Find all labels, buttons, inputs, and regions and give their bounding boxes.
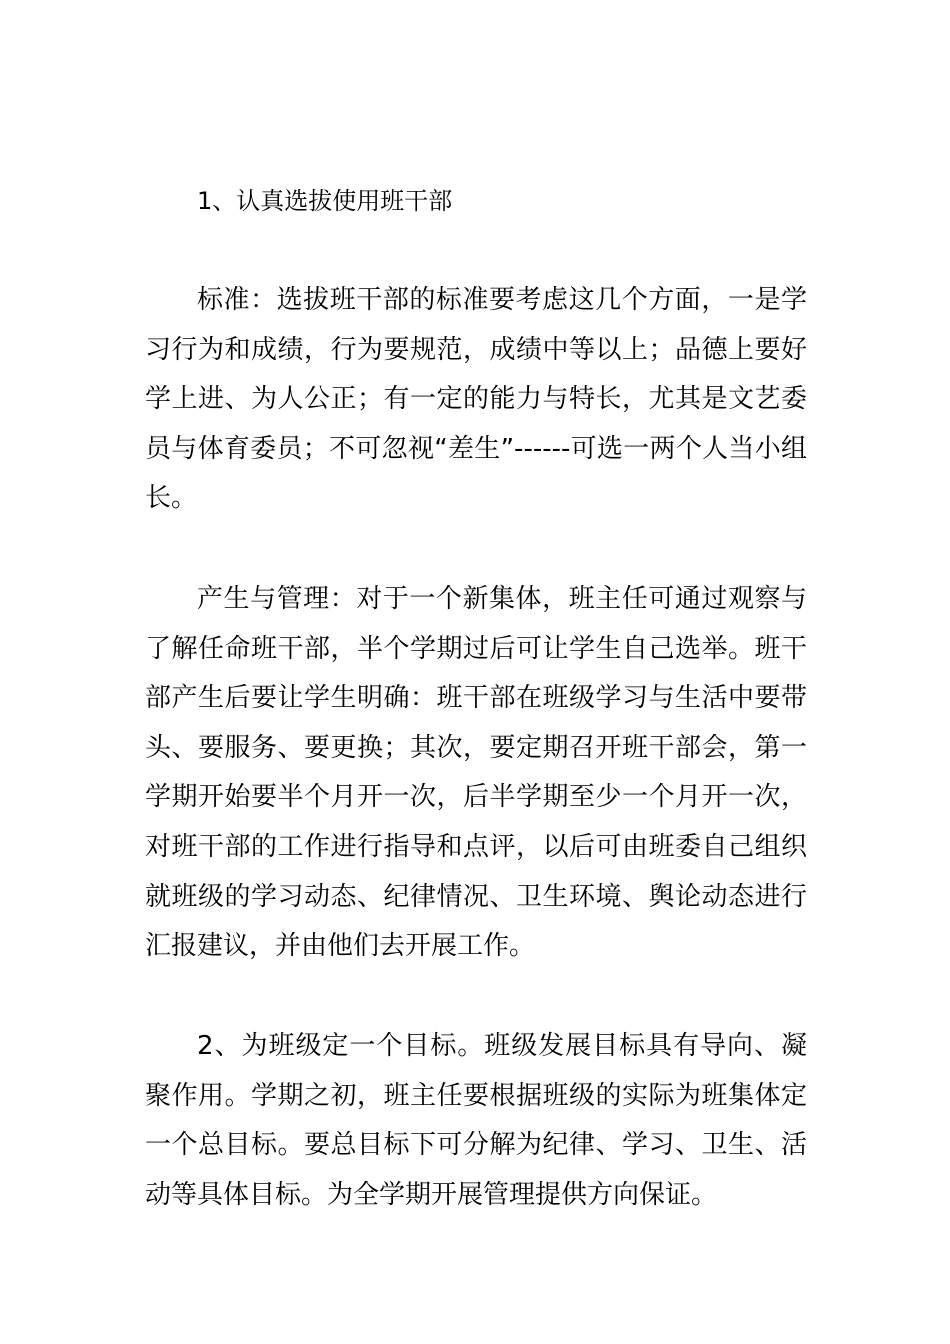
paragraph-produce-and-manage: 产生与管理：对于一个新集体，班主任可通过观察与了解任命班干部，半个学期过后可让学生自己选举。班干部产生后要让学生明确：班干部在班级学习与生活中要带头、要服务、要更换；其次，要定期召开班干部会，第一学期开始要半个月开一次，后半学期至少一个月开一次，对班干部的工作进行指导和点评，以后可由班委自己组织就班级的学习动态、纪律情况、卫生环境、舆论动态进行汇报建议，并由他们去开展工作。 (145, 584, 807, 962)
section-heading-1: 1、认真选拔使用班干部 (197, 187, 453, 215)
paragraph-standard: 标准：选拔班干部的标准要考虑这几个方面，一是学习行为和成绩，行为要规范，成绩中等以上；品德上要好学上进、为人公正；有一定的能力与特长，尤其是文艺委员与体育委员；不可忽视“差生”------可选一两个人当小组长。 (145, 285, 807, 514)
paragraph-class-goal: 2、为班级定一个目标。班级发展目标具有导向、凝聚作用。学期之初，班主任要根据班级的实际为班集体定一个总目标。要总目标下可分解为纪律、学习、卫生、活动等具体目标。为全学期开展管理提供方向保证。 (145, 1031, 807, 1210)
